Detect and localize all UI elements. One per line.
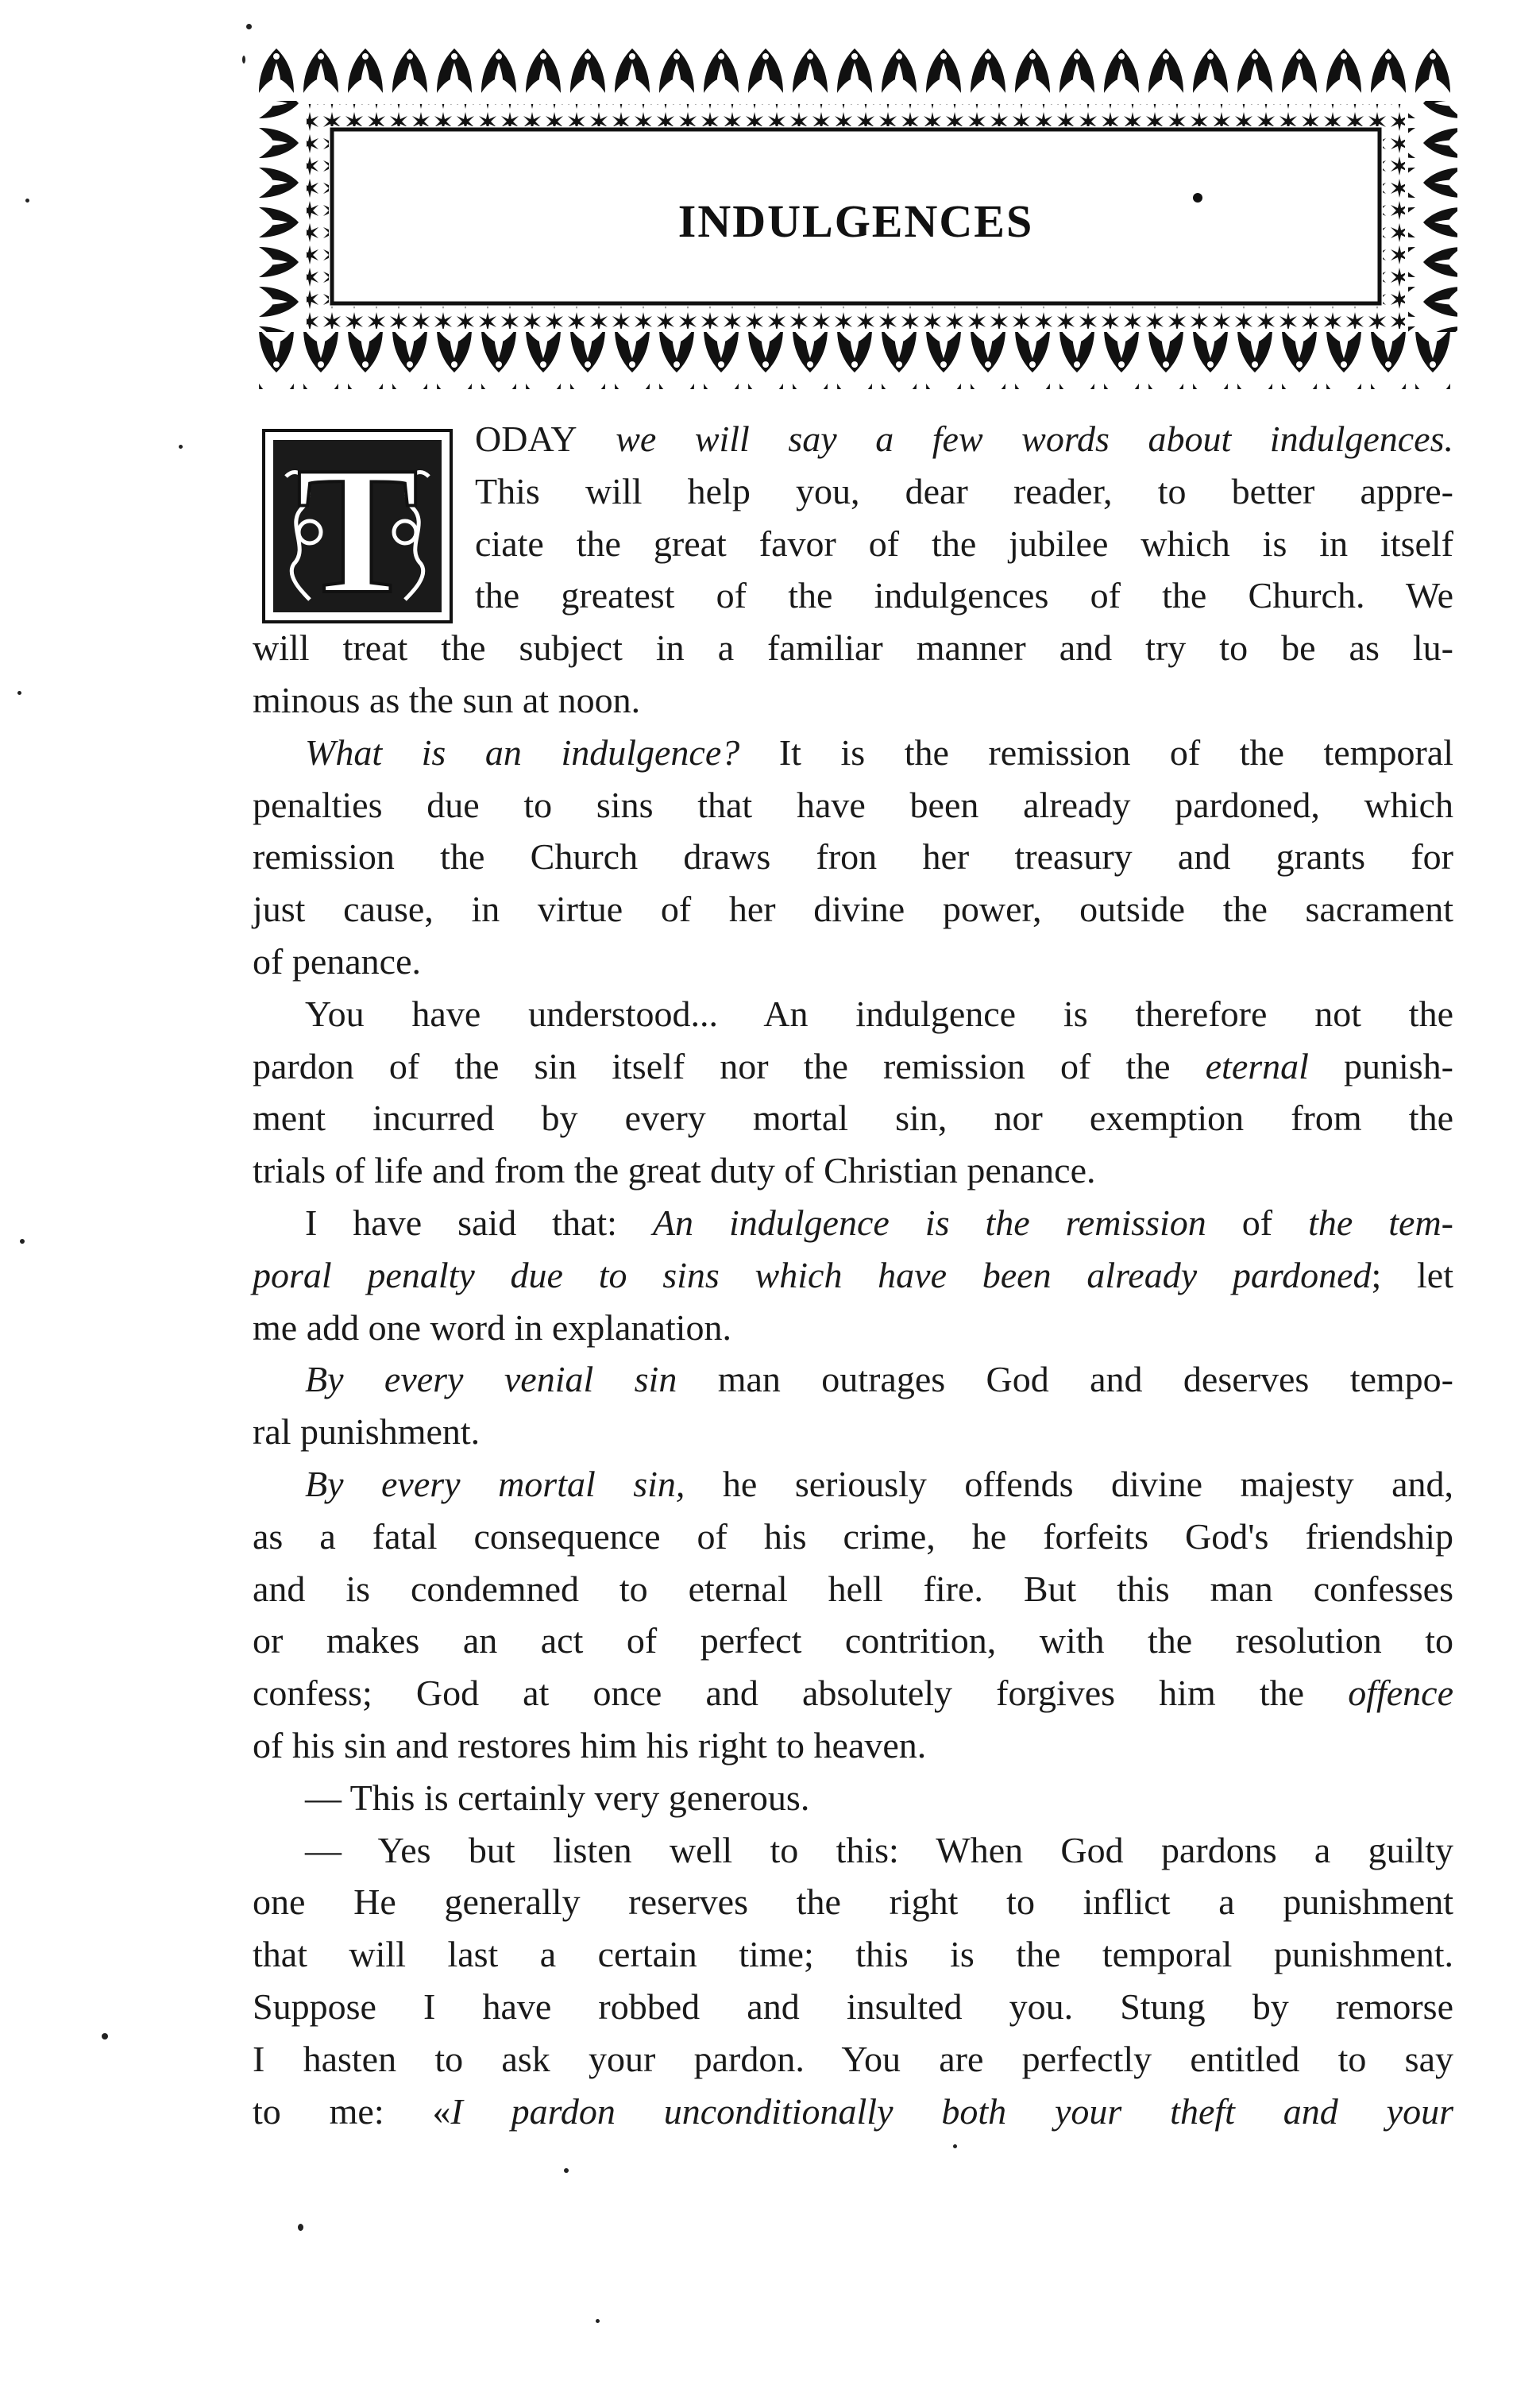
text-line: of penance.	[253, 940, 421, 982]
italic-phrase: I pardon unconditionally both your theft and your	[450, 2090, 1453, 2132]
text-line: ment incurred by every mortal sin, nor exemption from the	[253, 1098, 1453, 1139]
italic-phrase: By every venial sin	[305, 1359, 677, 1400]
text-line: — Yes but listen well to this: When God pardons a guilty	[305, 1829, 1453, 1870]
text-line: the greatest of the indulgences of the Church. We	[475, 575, 1453, 616]
text-line: just cause, in virtue of her divine power, outside the sacrament	[253, 889, 1453, 930]
text-span: of	[1206, 1202, 1309, 1243]
text-line: penalties due to sins that have been already pardoned, which	[253, 784, 1453, 825]
text-line: of his sin and restores him his right to heaven.	[253, 1724, 927, 1765]
italic-phrase: An indulgence is the remission	[652, 1202, 1206, 1243]
text-line: and is condemned to eternal hell fire. But this man confesses	[253, 1568, 1453, 1609]
scan-speck	[25, 199, 29, 203]
scan-speck	[20, 1239, 25, 1244]
text-line: Suppose I have robbed and insulted you. Stung by remorse	[253, 1985, 1453, 2027]
text-line: — This is certainly very generous.	[305, 1777, 810, 1818]
text-span: ; let	[1371, 1254, 1453, 1295]
text-line: will treat the subject in a familiar manner and try to be as lu-	[253, 627, 1453, 669]
body-text	[253, 413, 1453, 2137]
text-line: ciate the great favor of the jubilee which is in itself	[475, 523, 1453, 564]
text-line: ral punishment.	[253, 1411, 481, 1453]
text-line: that will last a certain time; this is the temporal punishment.	[253, 1934, 1453, 1975]
italic-phrase: eternal	[1205, 1045, 1309, 1086]
text-line: or makes an act of perfect contrition, with the resolution to	[253, 1620, 1453, 1661]
scan-speck	[596, 2319, 600, 2323]
text-span: to me: «	[253, 2090, 451, 2132]
italic-phrase: What is an indulgence?	[305, 731, 740, 773]
scan-speck	[17, 691, 21, 695]
scan-speck	[102, 2033, 108, 2039]
text-span: confess; God at once and absolutely forgives him the	[253, 1673, 1349, 1714]
text-line	[253, 1458, 1453, 1511]
text-span: punish-	[1308, 1045, 1454, 1086]
text-span: pardon of the sin itself nor the remission of the	[253, 1045, 1206, 1086]
ornamental-header-banner	[254, 44, 1457, 389]
text-line: remission the Church draws fron her treasury and grants for	[253, 836, 1453, 878]
drop-cap-letter: T	[296, 429, 419, 623]
text-line: This will help you, dear reader, to better appre-	[475, 470, 1453, 511]
italic-phrase: the tem-	[1308, 1202, 1454, 1243]
scan-speck	[953, 2144, 957, 2148]
text-line: minous as the sun at noon.	[253, 679, 641, 720]
scan-speck	[564, 2168, 569, 2173]
scan-speck	[246, 24, 252, 29]
text-line	[253, 413, 1453, 465]
text-line	[253, 1040, 1453, 1093]
text-line: You have understood... An indulgence is therefore not the	[305, 993, 1453, 1034]
lead-in-small-caps: ODAY	[475, 419, 577, 459]
scan-speck	[298, 2224, 303, 2231]
text-line	[253, 1249, 1453, 1302]
text-line: as a fatal consequence of his crime, he forfeits God's friendship	[253, 1515, 1453, 1557]
text-line: me add one word in explanation.	[253, 1306, 731, 1348]
italic-phrase: poral penalty due to sins which have been already pardoned	[253, 1254, 1372, 1295]
scan-speck	[242, 56, 245, 64]
text-line	[253, 1667, 1453, 1719]
italic-phrase: offence	[1348, 1673, 1453, 1714]
italic-phrase: we will say a few words about indulgences.	[577, 419, 1453, 459]
text-line: I hasten to ask your pardon. You are perfectly entitled to say	[253, 2038, 1453, 2079]
text-line	[253, 1197, 1453, 1249]
page-title: INDULGENCES	[677, 195, 1034, 247]
text-line	[253, 1353, 1453, 1406]
text-line	[253, 2086, 1453, 2138]
text-line: one He generally reserves the right to inflict a punishment	[253, 1881, 1453, 1923]
text-line: trials of life and from the great duty of Christian penance.	[253, 1150, 1096, 1191]
text-line	[253, 727, 1453, 779]
text-span: he seriously offends divine majesty and,	[685, 1463, 1453, 1504]
scan-speck	[179, 445, 183, 449]
text-span: I have said that:	[305, 1202, 653, 1243]
text-span: man outrages God and deserves tempo-	[677, 1359, 1453, 1400]
text-span: It is the remission of the temporal	[739, 731, 1454, 773]
italic-phrase: By every mortal sin,	[305, 1463, 685, 1504]
